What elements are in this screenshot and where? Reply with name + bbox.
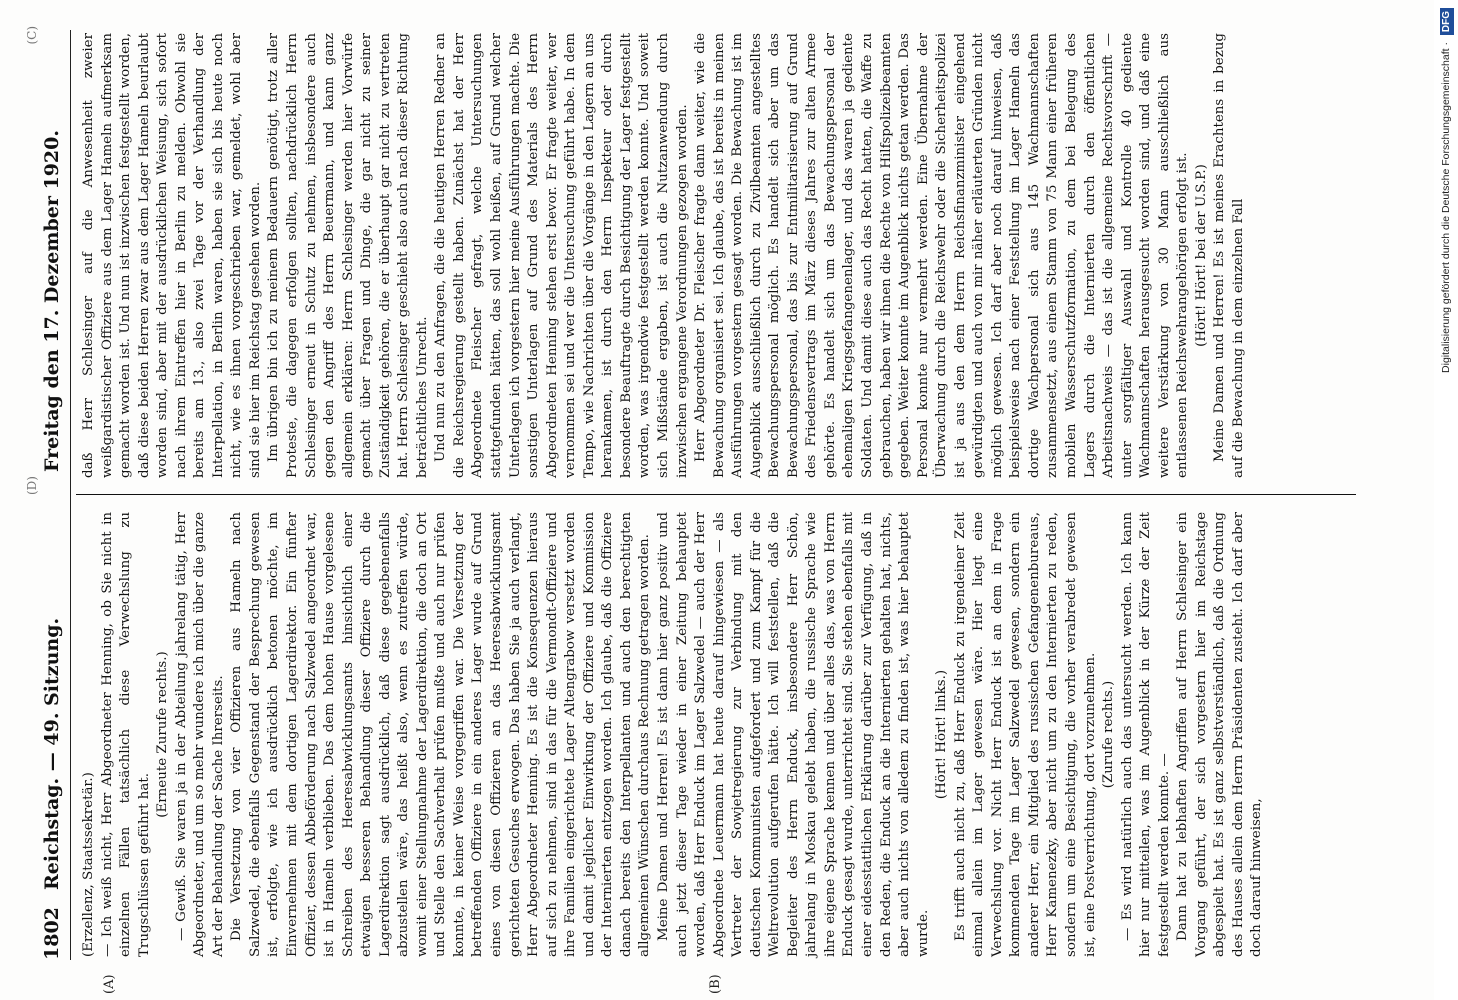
paragraph: Und nun zu den Anfragen, die die heutigen Herren Redner an die Reichsregierung gestellt haben. Zunächst hat der Herr Abgeordnete Fleischer gefragt, welche Untersuchungen stattgefunden hätten, das soll wohl heißen, auf Grund welcher Unterlagen ich vorgestern hier meine Ausführungen machte. Die sonstigen Unterlagen auf Grund des Materials des Herrn Abgeordneten Henning stehen erst bevor. Er fragte weiter, wer vernommen sei und wer die Untersuchung geführt habe. In dem Tempo, wie Nachrichten über die Vorgänge in den Lagern an uns herankamen, ist durch den Herrn Inspekteur oder durch besondere Beauftragte durch Besichtigung der Lager festgestellt worden, was irgendwie festgestellt werden konnte. Und soweit sich Mißstände ergaben, ist auch die Nutzanwendung durch inzwischen ergangene Verordnungen gezogen worden.	[433, 33, 690, 478]
interjection: (Hört! Hört! links.)	[934, 669, 950, 800]
paragraph: Dann hat zu lebhaften Angriffen auf Herrn Schlesinger ein Vorgang geführt, der sich vorgestern hier im Reichstage abgespielt hat. Es ist ganz selbstverständlich, daß die Ordnung des Hauses allein dem Herrn Präsidenten zusteht. Ich darf aber doch darauf hinweisen,	[1175, 512, 1265, 957]
paragraph: Es trifft auch nicht zu, daß Herr Enduck zu irgendeiner Zeit einmal allein im Lager gewesen wäre. Hier liegt eine Verwechslung vor. Nicht Herr Enduck ist an dem in Frage kommenden Tage im Lager Salzwedel gewesen, sondern ein anderer Herr, ein Mitglied des russischen Gefangenenbureaus, Herr Kamenezky, aber nicht um zu den Internierten zu reden, sondern um eine Besichtigung, die vorher verabredet gewesen ist, eine Postverrichtung, dort vorzunehmen.	[952, 512, 1098, 957]
paragraph: Meine Damen und Herren! Es ist dann hier ganz positiv und auch jetzt dieser Tage wieder in einer Zeitung behauptet worden, daß Herr Enduck im Lager Salzwedel — auch der Herr Abgeordnete Leuermann hat heute darauf hingewiesen — als Vertreter der Sowjetregierung zur Verbindung mit den deutschen Kommunisten aufgefordert und zum Kampf für die Weltrevolution aufgerufen hätte. Ich will feststellen, daß die Begleiter des Herrn Enduck, insbesondere Herr Schön, jahrelang in Moskau gelebt haben, die russische Sprache wie ihre eigene Sprache kennen und über alles das, was von Herrn Enduck gesagt wurde, unterrichtet sind. Sie stehen ebenfalls mit einer eidesstattlichen Erklärung darüber zur Verfügung, daß in den Reden, die Enduck an die Internierten gehalten hat, nichts, aber auch nichts von alledem zu finden ist, was hier behauptet wurde.	[655, 512, 931, 957]
left-running-title: Reichstag. — 49. Sitzung.	[41, 617, 63, 890]
interjection: (Zurufe rechts.)	[1101, 680, 1117, 789]
right-column	[80, 33, 1360, 478]
interjection: (Erneute Zurufe rechts.)	[155, 651, 171, 818]
paragraph: — Es wird natürlich auch das untersucht werden. Ich kann hier nur mitteilen, was im Augenblick in der Kürze der Zeit festgestellt werden konnte. —	[1119, 512, 1172, 957]
margin-label-b: (B)	[708, 974, 723, 994]
paragraph: Die Versetzung von vier Offizieren aus Hameln nach Salzwedel, die ebenfalls Gegenstand der Besprechung gewesen ist, erfolgte, wie ich ausdrücklich betonen möchte, im Einvernehmen mit dem dortigen Lagerdirektor. Ein fünfter Offizier, dessen Abbeförderung nach Salzwedel angeordnet war, ist in Hameln verblieben. Das dem hohen Hause vorgelesene Schreiben des Heeresabwicklungsamts hinsichtlich einer etwaigen besseren Behandlung dieser Offiziere durch die Lagerdirektion sagt ausdrücklich, daß diese gegebenenfalls abzustellen wäre, das heißt also, wenn es zutreffen würde, womit einer Stellungnahme der Lagerdirektion, die doch an Ort und Stelle den Sachverhalt prüfen mußte und auch nur prüfen konnte, in keiner Weise vorgegriffen war. Die Versetzung der betreffenden Offiziere in ein anderes Lager wurde auf Grund eines von diesen Offizieren an das Heeresabwicklungsamt gerichteten Gesuches erwogen. Das haben Sie ja auch verlangt, Herr Abgeordneter Henning. Es ist die Konsequenzen hieraus auf sich zu nehmen, sind in das für die Vermondt-Offiziere und ihre Familien eingerichtete Lager Altengrabow versetzt worden und damit jeglicher Einwirkung der Offiziere und Kommission der Internierten entzogen worden. Ich glaube, daß die Offiziere danach bereits den Interpellanten und auch den berechtigten allgemeinen Wünschen durchaus Rechnung getragen worden.	[229, 512, 653, 957]
paragraph: Im übrigen bin ich zu meinem Bedauern genötigt, trotz aller Proteste, die dagegen erfolgen sollten, nachdrücklich Herrn Schlesinger erneut in Schutz zu nehmen, insbesondere auch gegen den Angriff des Herrn Beuermann, und kann ganz allgemein erklären: Herrn Schlesinger werden hier Vorwürfe gemacht über Fragen und Dinge, die gar nicht zu seiner Zuständigkeit gehören, die er überhaupt gar nicht zu vertreten hat. Herrn Schlesinger geschieht also auch nach dieser Richtung beträchtliches Unrecht.	[266, 33, 430, 478]
interjection: (Hört! Hört! bei der U.S.P.)	[1193, 164, 1209, 347]
paragraph: daß Herr Schlesinger auf die Anwesenheit zweier weißgardistischer Offiziere aus dem Lager Hameln aufmerksam gemacht worden ist. Und nun ist inzwischen festgestellt worden, daß diese beiden Herren zwar aus dem Lager Hameln beurlaubt worden sind, aber mit der ausdrücklichen Weisung, sich sofort nach ihrem Eintreffen hier in Berlin zu melden. Obwohl sie bereits am 13., also zwei Tage vor der Verhandlung der Interpellation, in Berlin waren, haben sie sich bis heute noch nicht, wie es ihnen vorgeschrieben war, gemeldet, wohl aber sind sie hier im Reichstag gesehen worden.	[81, 33, 263, 478]
column-divider	[76, 494, 1356, 495]
right-running-title: Freitag den 17. Dezember 1920.	[41, 130, 63, 472]
right-margin-mark: (C)	[25, 26, 39, 45]
left-column	[80, 512, 1360, 957]
paragraph: (Erzellenz, Staatssekretär.)	[81, 772, 96, 957]
page-number: 1802	[41, 907, 63, 960]
center-margin-mark: (D)	[25, 476, 39, 495]
digitization-credit	[1410, 0, 1452, 1000]
dfg-logo: DFG	[1440, 8, 1454, 35]
header-rule	[70, 30, 71, 960]
paragraph: Herr Abgeordneter Dr. Fleischer fragte dann weiter, wie die Bewachung organisiert sei. Ich glaube, das ist bereits in meinen Ausführungen vorgestern gesagt worden. Die Bewachung ist im Augenblick ausschließlich durch zu Zivilbeamten angestelltes Bewachungspersonal möglich. Es handelt sich aber um das Bewachungspersonal, das bis zur Entmilitarisierung auf Grund des Friedensvertrags im März dieses Jahres zur alten Armee gehörte. Es handelt sich um das Bewachungspersonal der ehemaligen Kriegsgefangenenlager, und das waren ja gediente Soldaten. Und damit diese auch das Recht hatten, die Waffe zu gebrauchen, haben wir ihnen die Rechte von Hilfspolizeibeamten gegeben. Weiter konnte im Augenblick nichts getan werden. Das Personal konnte nur vermehrt werden. Eine Übernahme der Überwachung durch die Reichswehr oder die Sicherheitspolizei ist ja aus den dem Herrn Reichsfinanzminister eingehend gewürdigten und auch von mir näher erläuterten Gründen nicht möglich gewesen. Ich darf aber noch darauf hinweisen, daß beispielsweise nach einer Feststellung im Lager Hameln das dortige Wachpersonal sich aus 145 Wachmannschaften zusammensetzt, aus einem Stamm von 75 Mann einer früheren mobilen Wasserschutzformation, zu dem bei Belegung des Lagers durch die Internierten durch den öffentlichen Arbeitsnachweis — das ist die allgemeine Rechtsvorschrift — unter sorgfältiger Auswahl und Kontrolle 40 gediente Wachmannschaften herausgesucht worden sind, und daß eine weitere Verstärkung von 30 Mann ausschließlich aus entlassenen Reichswehrangehörigen erfolgt ist.	[693, 33, 1191, 478]
margin-label-a: (A)	[102, 974, 117, 994]
paragraph: — Gewiß. Sie waren ja in der Abteilung jahrelang tätig, Herr Abgeordneter, und um so mehr wundere ich mich über die ganze Art der Behandlung der Sache Ihrerseits.	[173, 512, 226, 957]
credit-text: Digitalisierung gefördert durch die Deutsche Forschungsgemeinschaft ·	[1440, 42, 1452, 373]
paragraph: — Ich weiß nicht, Herr Abgeordneter Henning, ob Sie nicht in einzelnen Fällen tatsächlich diese Verwechslung zu Trugschlüssen geführt hat.	[99, 512, 152, 957]
paragraph: Meine Damen und Herren! Es ist meines Erachtens in bezug auf die Bewachung in dem einzelnen Fall	[1212, 33, 1246, 478]
page-header	[25, 26, 66, 960]
